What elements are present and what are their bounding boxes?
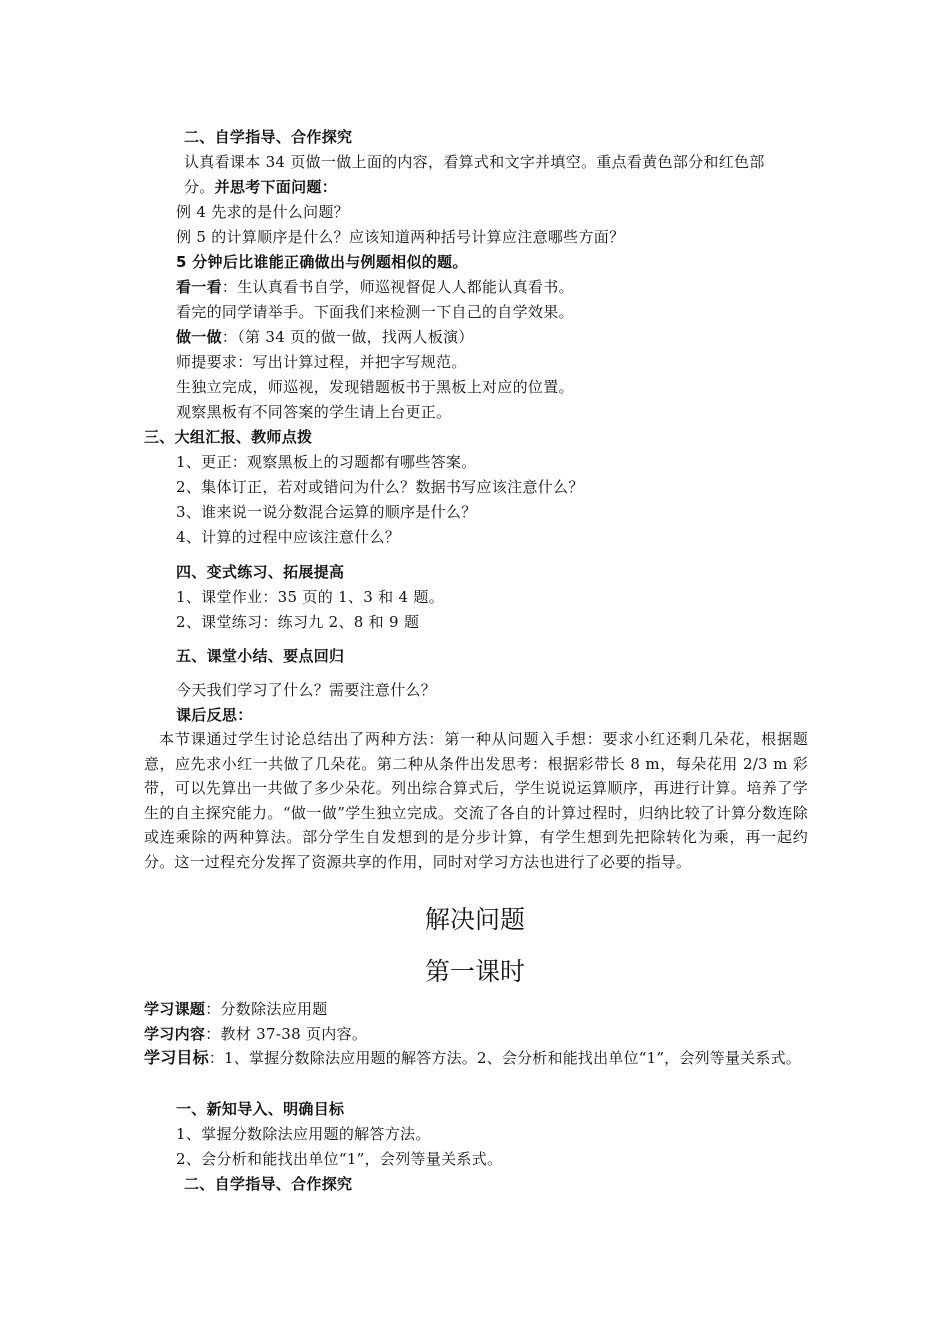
lesson-title: 解决问题 (424, 905, 525, 934)
report-item: 1、更正：观察黑板上的习题都有哪些答案。 (176, 453, 477, 471)
content-text: ：教材 37-38 页内容。 (205, 1025, 368, 1043)
intro-goal-item: 1、掌握分数除法应用题的解答方法。 (176, 1125, 431, 1143)
section-heading-self-study-new: 二、自学指导、合作探究 (184, 1175, 353, 1193)
look-label: 看一看 (176, 278, 222, 296)
practice-item: 1、课堂作业：35 页的 1、3 和 4 题。 (176, 588, 445, 606)
report-item: 4、计算的过程中应该注意什么？ (176, 528, 401, 546)
do-text: ：（第 34 页的做一做，找两人板演） (221, 328, 474, 346)
section-heading-self-study: 二、自学指导、合作探究 (184, 128, 353, 146)
independent-work-line: 生独立完成，师巡视，发现错题板书于黑板上对应的位置。 (176, 378, 574, 396)
intro-goal-item: 2、会分析和能找出单位“1”，会列等量关系式。 (176, 1150, 503, 1168)
section-heading-intro: 一、新知导入、明确目标 (176, 1100, 345, 1118)
summary-question: 今天我们学习了什么？需要注意什么？ (176, 681, 437, 699)
intro-line-2-bold: 并思考下面问题： (214, 178, 338, 196)
do-line (176, 327, 474, 347)
reflection-paragraph: 本节课通过学生讨论总结出了两种方法：第一种从问题入手想：要求小红还剩几朵花，根据题意，应先求小红一共做了几朵花。第二种从条件出发思考：根据彩带长 8 m，每朵花用 2/3 m 彩带，可以先算出一共做了多少朵花。列出综合算式后，学生说说运算顺序，再进行计算。培养了学生的自主探究能力。“做一做”学生独立完成。交流了各自的计算过程时，归纳比较了计算分数连除或连乘除的两种算法。部分学生自发想到的是分步计算，有学生想到先把除转化为乘，再一起约分。这一过程充分发挥了资源共享的作用，同时对学习方法也进行了必要的指导。 (144, 730, 808, 871)
after-reading-line: 看完的同学请举手。下面我们来检测一下自己的自学效果。 (176, 303, 574, 321)
topic-label: 学习课题 (144, 1000, 206, 1018)
lesson-subtitle: 第一课时 (424, 957, 525, 986)
goal-paragraph (144, 1046, 808, 1071)
observe-line: 观察黑板有不同答案的学生请上台更正。 (176, 403, 452, 421)
practice-item: 2、课堂练习：练习九 2、8 和 9 题 (176, 613, 420, 631)
challenge-line: 5 分钟后比谁能正确做出与例题相似的题。 (176, 253, 468, 271)
look-text: ：生认真看书自学，师巡视督促人人都能认真看书。 (221, 278, 574, 296)
content-label: 学习内容 (144, 1025, 206, 1043)
question-1: 例 4 先求的是什么问题？ (176, 203, 349, 221)
intro-line-1: 认真看课本 34 页做一做上面的内容，看算式和文字并填空。重点看黄色部分和红色部 (184, 153, 765, 171)
report-item: 3、谁来说一说分数混合运算的顺序是什么？ (176, 503, 477, 521)
reflection-label: 课后反思： (176, 706, 253, 724)
intro-line-2 (184, 177, 337, 197)
do-label: 做一做 (176, 328, 222, 346)
intro-line-2-plain: 分。 (184, 178, 215, 196)
goal-text: ：1、掌握分数除法应用题的解答方法。2、会分析和能找出单位“1”，会列等量关系式。 (208, 1049, 801, 1067)
report-item: 2、集体订正，若对或错问为什么？数据书写应该注意什么？ (176, 478, 584, 496)
section-heading-report: 三、大组汇报、教师点拨 (144, 428, 313, 446)
content-line (144, 1024, 367, 1044)
goal-label: 学习目标 (144, 1048, 209, 1067)
teacher-requirement-line: 师提要求：写出计算过程，并把字写规范。 (176, 353, 467, 371)
look-line (176, 277, 574, 297)
topic-text: ：分数除法应用题 (205, 1000, 328, 1018)
section-heading-summary: 五、课堂小结、要点回归 (176, 647, 345, 665)
question-2: 例 5 的计算顺序是什么？应该知道两种括号计算应注意哪些方面？ (176, 228, 625, 246)
section-heading-practice: 四、变式练习、拓展提高 (176, 563, 345, 581)
topic-line (144, 999, 328, 1019)
